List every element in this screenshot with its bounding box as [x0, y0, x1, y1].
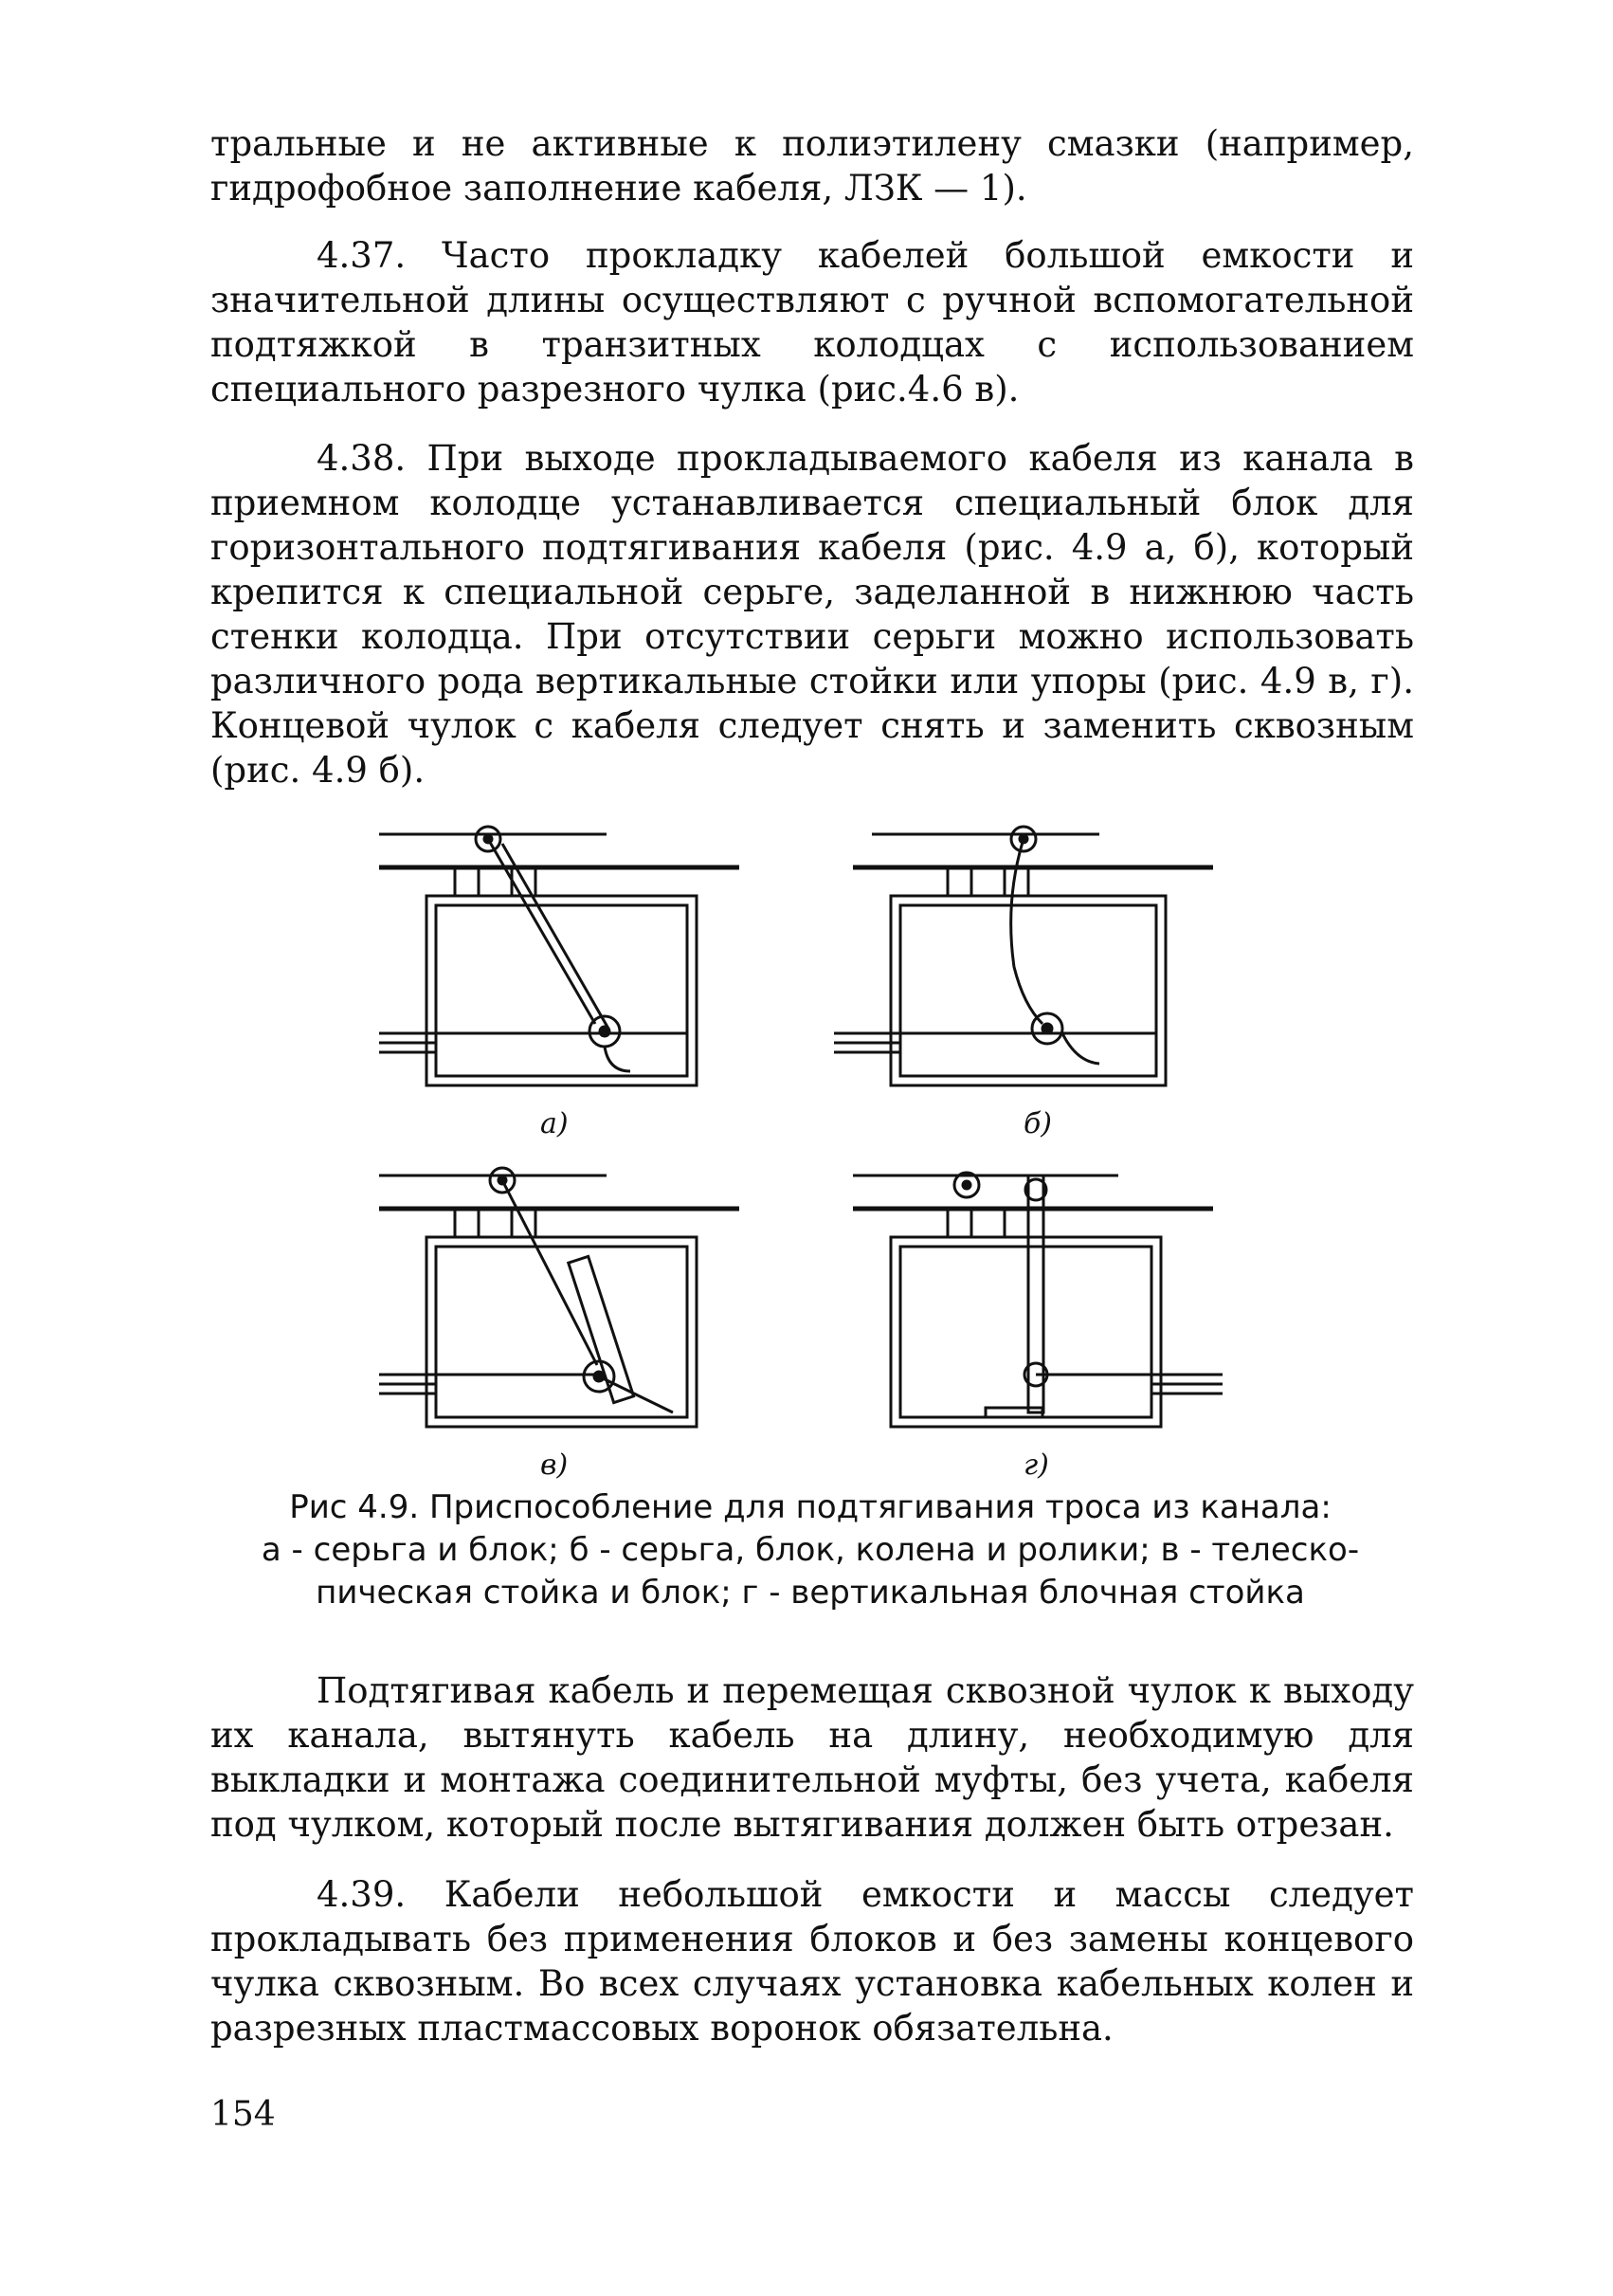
paragraph-4-38: 4.38. При выходе прокладываемого кабеля из канала в приемном колодце устанавливается специальный блок для горизонтального подтягивания кабеля (рис. 4.9 а, б), который крепится к специальной серьге, заделанной в нижнюю часть стенки колодца. При отсутствии серьги можно использовать различного рода вертикальные стойки или упоры (рис. 4.9 в, г). Концевой чулок с кабеля следует снять и заменить сквозным (рис. 4.9 б). [210, 438, 1414, 791]
paragraph-intro: тральные и не активные к полиэтилену смазки (например, гидрофобное заполнение кабеля, ЛЗК — 1). [210, 123, 1414, 209]
figure-caption [218, 1486, 1403, 1614]
diagram-panel-a [379, 827, 739, 1085]
sublabel-a: а) [540, 1107, 569, 1140]
paragraph-4-39: 4.39. Кабели небольшой емкости и массы следует прокладывать без применения блоков и без замены концевого чулка сквозным. Во всех случаях установка кабельных колен и разрезных пластмассовых воронок обязательна. [210, 1874, 1414, 2049]
figure-drawing [360, 815, 1270, 1517]
diagram-panel-g [853, 1173, 1223, 1427]
figure-4-9 [360, 815, 1270, 1517]
sublabel-b: б) [1024, 1107, 1053, 1140]
diagram-panel-b [834, 827, 1213, 1085]
caption-line-1: Рис 4.9. Приспособление для подтягивания троса из канала: [289, 1488, 1332, 1526]
diagram-panel-v [379, 1168, 739, 1427]
paragraph-4-37: 4.37. Часто прокладку кабелей большой емкости и значительной длины осуществляют с ручной вспомогательной подтяжкой в транзитных колодцах с использованием специального разрезного чулка (рис.4.6 в). [210, 235, 1414, 410]
sublabel-g: г) [1024, 1449, 1049, 1482]
caption-line-3: пическая стойка и блок; г - вертикальная блочная стойка [316, 1574, 1305, 1612]
sublabel-v: в) [540, 1449, 569, 1482]
paragraph-pulling: Подтягивая кабель и перемещая сквозной чулок к выходу их канала, вытянуть кабель на длину, необходимую для выкладки и монтажа соединительной муфты, без учета, кабеля под чулком, который после вытягивания должен быть отрезан. [210, 1670, 1414, 1845]
page-number: 154 [210, 2095, 276, 2134]
caption-line-2: а - серьга и блок; б - серьга, блок, колена и ролики; в - телеско- [261, 1531, 1360, 1569]
